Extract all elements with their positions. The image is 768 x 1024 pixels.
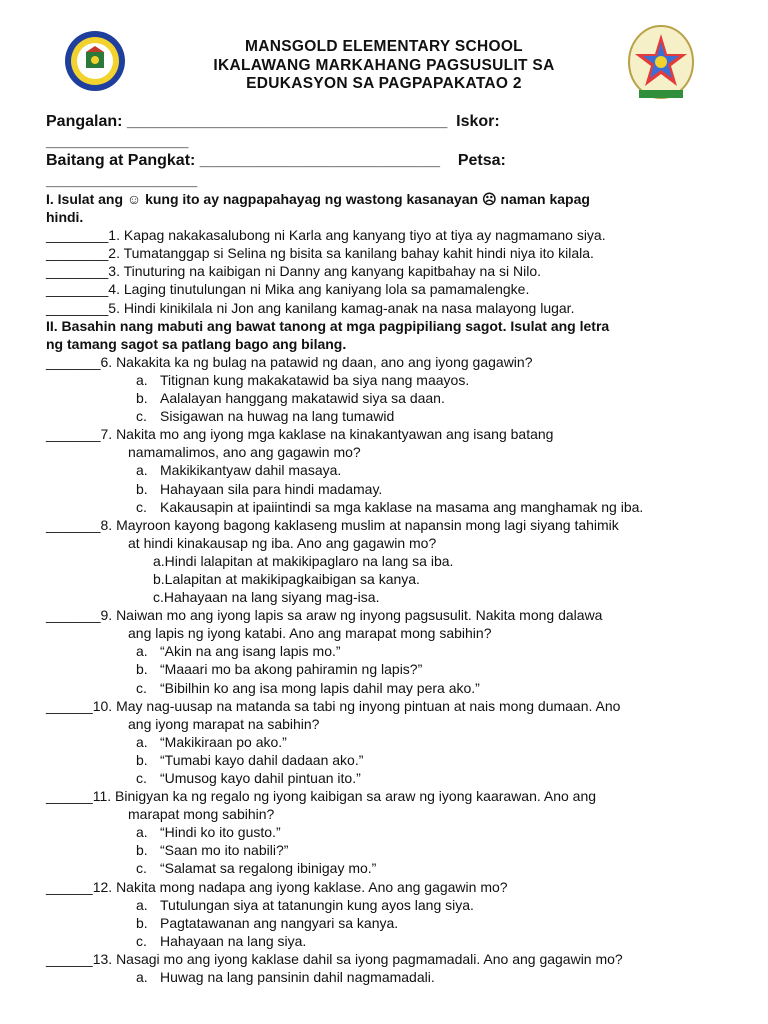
section2-instruction-cont: ng tamang sagot sa patlang bago ang bilang. [46,335,347,352]
question-9: _______9. Naiwan mo ang iyong lapis sa araw ng inyong pagsusulit. Nakita mong dalawa [46,607,603,624]
question-11-cont: marapat mong sabihin? [128,806,275,823]
section2-instruction: II. Basahin nang mabuti ang bawat tanong at mga pagpipiliang sagot. Isulat ang letra [46,317,610,334]
question-10: ______10. May nag-uusap na matanda sa tabi ng inyong pintuan at nais mong dumaan. Ano [46,697,621,714]
score-blank: ________________ [46,133,189,150]
q7-option-b: b. Hahayaan sila para hindi madamay. [136,480,383,497]
question-11: ______11. Binigyan ka ng regalo ng iyong kaibigan sa araw ng iyong kaarawan. Ano ang [46,788,597,805]
name-score-line: Pangalan: ____________________________________ Iskor: [46,113,500,130]
question-7: _______7. Nakita mo ang iyong mga kaklase na kinakantyawan ang isang batang [46,426,554,443]
question-13: ______13. Nasagi mo ang iyong kaklase dahil sa iyong pagmamadali. Ano ang gagawin mo? [46,950,623,967]
q7-option-a: a. Makikikantyaw dahil masaya. [136,462,342,479]
section1-instruction-cont: hindi. [46,209,84,226]
question-6: _______6. Nakakita ka ng bulag na patawid ng daan, ano ang iyong gagawin? [46,353,533,370]
q10-option-b: b. “Tumabi kayo dahil dadaan ako.” [136,751,364,768]
q6-option-b: b. Aalalayan hanggang makatawid siya sa daan. [136,390,445,407]
q8-option-c: c.Hahayaan na lang siyang mag-isa. [153,589,380,606]
q8-option-b: b.Lalapitan at makikipagkaibigan sa kanya. [153,570,420,587]
date-blank: _________________ [46,172,198,189]
q11-option-a: a. “Hindi ko ito gusto.” [136,824,281,841]
grade-date-line: Baitang at Pangkat: ___________________________ Petsa: [46,152,506,169]
question-4: ________4. Laging tinutulungan ni Mika ang kaniyang lola sa pamamalengke. [46,281,530,298]
q12-option-c: c. Hahayaan na lang siya. [136,932,307,949]
q11-option-c: c. “Salamat sa regalong ibinigay mo.” [136,860,377,877]
q13-option-a: a. Huwag na lang pansinin dahil nagmamadali. [136,969,435,986]
section1-instruction: I. Isulat ang ☺ kung ito ay nagpapahayag ng wastong kasanayan ☹ naman kapag [46,191,590,207]
exam-title: IKALAWANG MARKAHANG PAGSUSULIT SA [213,56,555,74]
exam-body [46,190,736,986]
q6-option-a: a. Titignan kung makakatawid ba siya nang maayos. [136,371,470,388]
q12-option-a: a. Tutulungan siya at tatanungin kung ayos lang siya. [136,896,474,913]
question-10-cont: ang iyong marapat na sabihin? [128,715,320,732]
exam-header [0,38,768,94]
q12-option-b: b. Pagtatawanan ang nangyari sa kanya. [136,914,399,931]
question-3: ________3. Tinuturing na kaibigan ni Danny ang kanyang kapitbahay na si Nilo. [46,263,542,280]
school-name: MANSGOLD ELEMENTARY SCHOOL [245,38,523,55]
q10-option-c: c. “Umusog kayo dahil pintuan ito.” [136,770,361,786]
q9-option-b: b. “Maaari mo ba akong pahiramin ng lapis?” [136,661,423,678]
question-8: _______8. Mayroon kayong bagong kaklaseng muslim at napansin mong lagi siyang tahimik [46,516,619,533]
q8-option-a: a.Hindi lalapitan at makikipaglaro na lang sa iba. [153,552,454,569]
q6-option-c: c. Sisigawan na huwag na lang tumawid [136,408,395,425]
q7-option-c: c. Kakausapin at ipaiintindi sa mga kaklase na masama ang manghamak ng iba. [136,498,644,515]
exam-subject: EDUKASYON SA PAGPAPAKATAO 2 [246,75,522,92]
question-12: ______12. Nakita mong nadapa ang iyong kaklase. Ano ang gagawin mo? [46,878,508,895]
question-8-cont: at hindi kinakausap ng iba. Ano ang gagawin mo? [128,534,437,551]
q9-option-a: a. “Akin na ang isang lapis mo.” [136,643,341,660]
question-5: ________5. Hindi kinikilala ni Jon ang kanilang kamag-anak na nasa malayong lugar. [46,299,575,316]
question-1: ________1. Kapag nakakasalubong ni Karla ang kanyang tiyo at tiya ay nagmamano siya. [46,227,606,244]
q11-option-b: b. “Saan mo ito nabili?” [136,842,289,859]
q10-option-a: a. “Makikiraan po ako.” [136,733,287,750]
question-9-cont: ang lapis ng iyong katabi. Ano ang marapat mong sabihin? [128,625,492,642]
question-2: ________2. Tumatanggap si Selina ng bisita sa kanilang bahay kahit hindi niya ito kilala. [46,245,594,262]
q9-option-c: c. “Bibilhin ko ang isa mong lapis dahil may pera ako.” [136,679,480,696]
question-7-cont: namamalimos, ano ang gagawin mo? [128,444,361,461]
